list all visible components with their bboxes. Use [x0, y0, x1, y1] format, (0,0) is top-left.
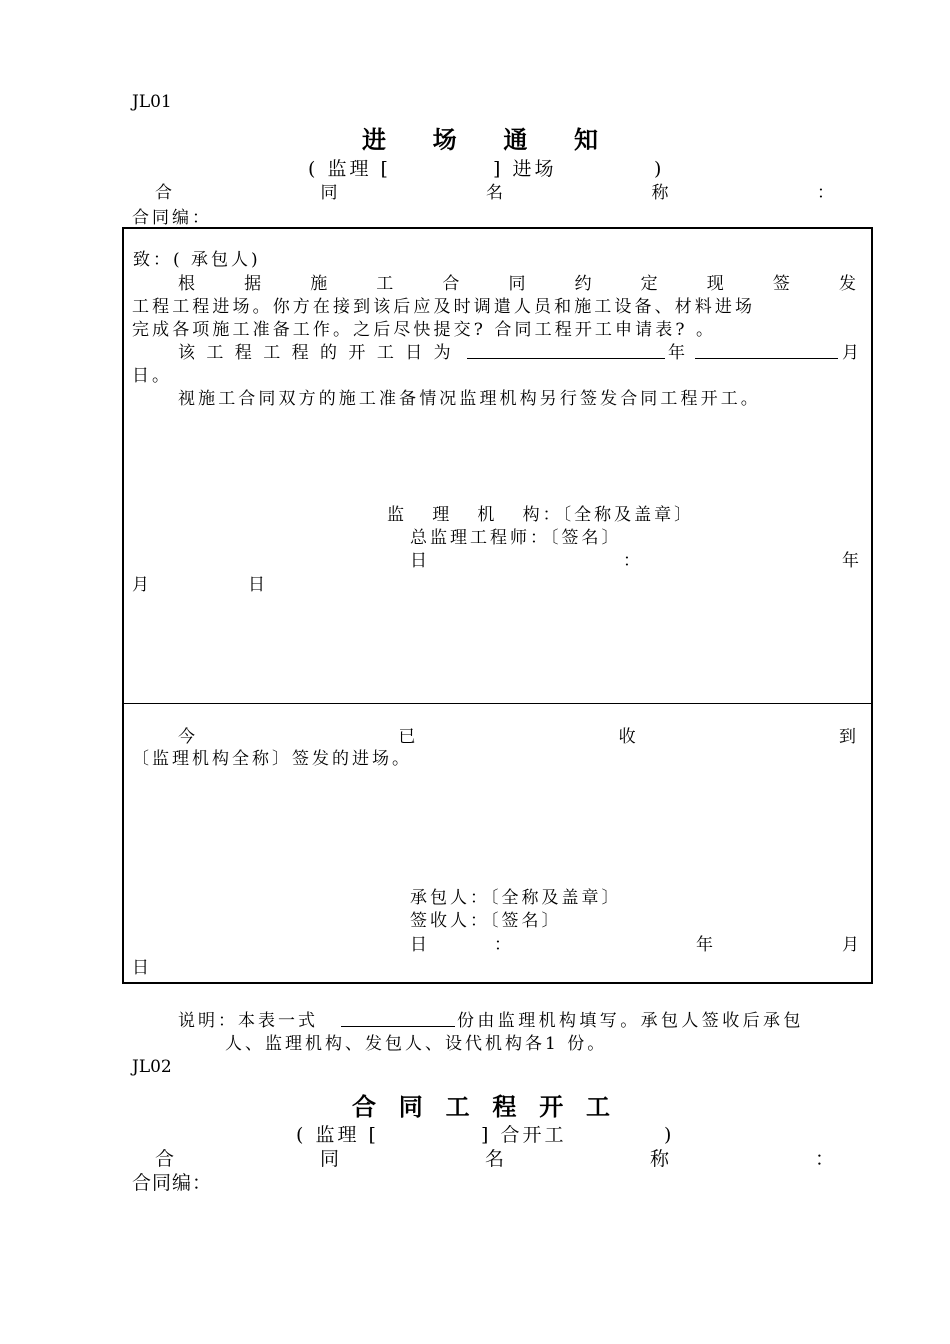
year-label: 年	[668, 343, 688, 363]
body-char: 施	[310, 274, 331, 294]
title-char: 通	[503, 126, 528, 154]
label-char: 称	[649, 1148, 672, 1170]
form-title	[352, 1087, 610, 1122]
month-label: 月	[842, 343, 862, 363]
body-char: 同	[508, 274, 529, 294]
table-divider	[123, 703, 872, 704]
subtitle-close: )	[664, 1124, 675, 1146]
receipt-date-month: 月	[842, 935, 862, 955]
sign-date-month: 月	[132, 575, 152, 595]
subtitle-open: ( 监理 [	[296, 1124, 379, 1146]
copies-field[interactable]	[341, 1026, 455, 1027]
body-char: 签	[772, 274, 793, 294]
form-code: JL02	[132, 1057, 172, 1077]
start-date-line	[178, 342, 454, 364]
label-char: 合	[155, 1148, 178, 1170]
receipt-date-colon: ：	[494, 935, 514, 955]
note-line: 视施工合同双方的施工准备情况监理机构另行签发合同工程开工。	[178, 389, 761, 409]
subtitle-mid: ] 进场	[493, 158, 557, 180]
sign-date-ri: 日	[410, 551, 430, 571]
receiver-label: 签收人：〔签名〕	[410, 911, 562, 931]
body-char: 发	[838, 274, 859, 294]
start-date-month-field[interactable]	[695, 358, 838, 359]
label-char: 同	[319, 1148, 342, 1170]
contract-number-label: 合同编：	[132, 208, 212, 228]
body-char: 根	[178, 274, 198, 294]
title-char: 场	[432, 126, 457, 154]
receipt-char: 已	[398, 727, 419, 747]
contract-name-row	[155, 1148, 837, 1170]
form-title	[362, 120, 598, 155]
supervision-org-label: 监 理 机 构：〔全称及盖章〕	[387, 505, 695, 525]
receipt-date-day: 日	[132, 958, 152, 978]
label-char: 名	[484, 1148, 507, 1170]
receipt-date-ri: 日	[410, 935, 430, 955]
label-char: 名	[486, 183, 506, 203]
title-char: 知	[573, 126, 598, 154]
start-date-year-field[interactable]	[467, 358, 665, 359]
chief-engineer-label: 总监理工程师：〔签名〕	[410, 528, 622, 548]
title-char: 进	[362, 126, 386, 154]
receipt-spread-line	[178, 726, 859, 748]
start-date-prefix: 该 工 程 工 程 的 开 工 日 为	[178, 343, 454, 363]
label-char: 称	[651, 183, 672, 203]
receipt-char: 今	[178, 727, 198, 747]
remark-suffix: 份由监理机构填写。承包人签收后承包	[457, 1011, 804, 1031]
label-char: 合	[155, 183, 175, 203]
title-char: 合	[352, 1093, 376, 1121]
label-char: ：	[814, 1148, 837, 1170]
sign-date-day: 日	[248, 575, 268, 595]
receipt-line-2: 〔监理机构全称〕签发的进场。	[132, 749, 412, 769]
label-char: 同	[320, 183, 341, 203]
remark-line-2: 人、监理机构、发包人、设代机构各1 份。	[225, 1034, 608, 1054]
body-char: 合	[442, 274, 463, 294]
body-char: 据	[244, 274, 265, 294]
body-line-3: 完成各项施工准备工作。之后尽快提交? 合同工程开工申请表? 。	[132, 320, 717, 340]
body-line-2: 工程工程进场。你方在接到该后应及时调遣人员和施工设备、材料进场	[132, 297, 756, 317]
title-char: 同	[398, 1093, 423, 1121]
receipt-date-year: 年	[696, 935, 716, 955]
sign-date-year: 年	[842, 551, 862, 571]
contract-name-row	[155, 182, 837, 204]
body-char: 现	[706, 274, 727, 294]
body-spread-line	[178, 273, 859, 295]
subtitle-open: ( 监理 [	[308, 158, 391, 180]
title-char: 工	[585, 1093, 610, 1121]
contractor-label: 承包人：〔全称及盖章〕	[410, 888, 622, 908]
title-char: 开	[539, 1093, 564, 1121]
sign-date-colon: ：	[623, 551, 643, 571]
body-char: 工	[376, 274, 397, 294]
subtitle-mid: ] 合开工	[481, 1124, 567, 1146]
label-char: ：	[817, 183, 837, 203]
title-char: 程	[492, 1093, 517, 1121]
form-code: JL01	[132, 92, 172, 112]
remark-prefix: 说明：本表一式	[178, 1011, 318, 1031]
title-char: 工	[445, 1093, 470, 1121]
body-char: 定	[640, 274, 661, 294]
subtitle-close: )	[654, 158, 665, 180]
day-label: 日。	[132, 366, 172, 386]
receipt-char: 到	[838, 727, 859, 747]
receipt-char: 收	[618, 727, 639, 747]
body-char: 约	[574, 274, 595, 294]
contract-number-label: 合同编：	[132, 1172, 213, 1194]
recipient-line: 致：( 承包人)	[133, 250, 261, 270]
